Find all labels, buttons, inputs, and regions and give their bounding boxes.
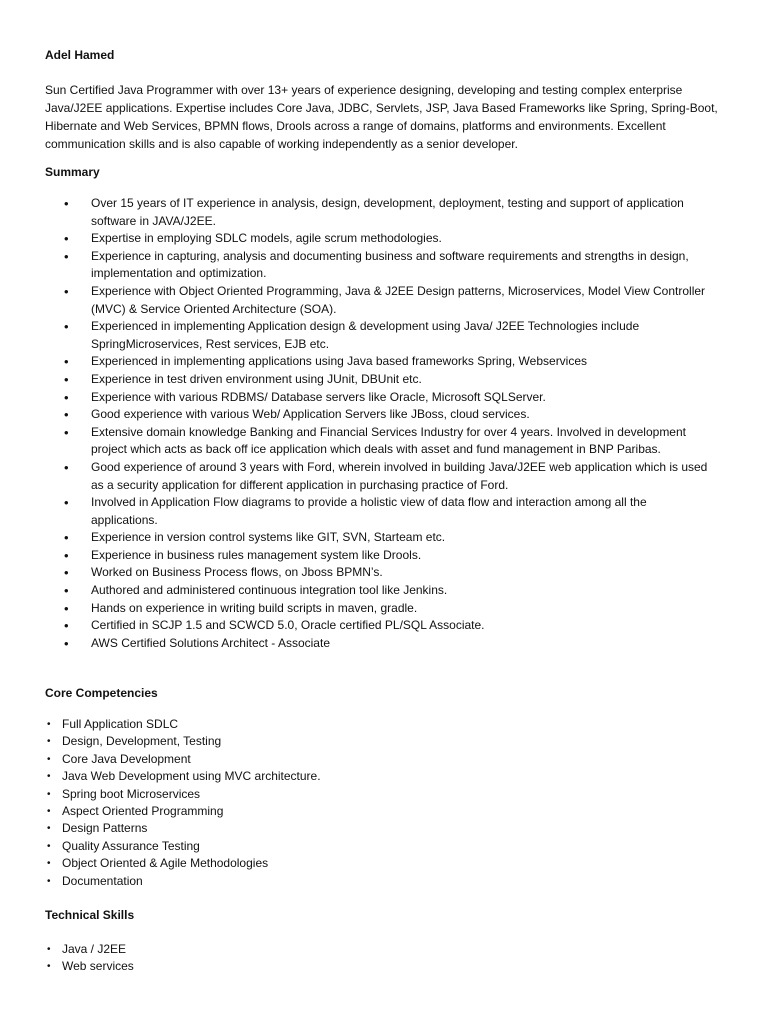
summary-item-text: Experienced in implementing Application design & development using Java/ J2EE Technologies include SpringMicroservices, Rest services, EJB etc. [91,319,640,351]
core-competency-item [0,786,768,803]
summary-item [0,230,716,248]
summary-item-text: Experienced in implementing applications using Java based frameworks Spring, Webservices [91,354,588,369]
core-competencies-heading: Core Competencies [45,686,158,700]
summary-item-text: Experience in version control systems like GIT, SVN, Starteam etc. [91,530,446,545]
bullet-icon: • [64,354,69,370]
summary-item-text: Expertise in employing SDLC models, agile scrum methodologies. [91,231,442,246]
summary-item [0,494,716,529]
summary-item [0,424,716,459]
bullet-icon: • [47,806,51,818]
technical-skill-item-text: Java / J2EE [62,942,127,956]
bullet-icon: • [47,858,51,870]
intro-paragraph: Sun Certified Java Programmer with over 13+ years of experience designing, developing and testing complex enterprise Java/J2EE applications. Expertise includes Core Java, JDBC, Servlets, JSP, Java Based Frameworks like Spring, Spring-Boot, Hibernate and Web Services, BPMN flows, Drools across a range of domains, platforms and environments. Excellent communication skills and is also capable of working independently as a senior developer. [45,83,718,151]
summary-item-text: Experience with various RDBMS/ Database servers like Oracle, Microsoft SQLServer. [91,389,546,404]
summary-item-text: Authored and administered continuous integration tool like Jenkins. [91,583,448,598]
bullet-icon: • [64,565,69,581]
summary-item [0,564,716,582]
bullet-icon: • [47,823,51,835]
summary-item [0,406,716,424]
bullet-icon: • [64,583,69,599]
bullet-icon: • [64,407,69,423]
bullet-icon: • [64,424,69,440]
core-competencies-list [0,716,768,890]
summary-item [0,582,716,600]
summary-item [0,459,716,494]
core-competency-item [0,855,768,872]
bullet-icon: • [47,961,51,973]
core-competency-item-text: Core Java Development [62,751,191,766]
bullet-icon: • [47,753,51,765]
core-competency-item-text: Spring boot Microservices [62,786,201,801]
summary-item [0,600,716,618]
core-competency-item-text: Design, Development, Testing [62,734,222,749]
summary-item [0,529,716,547]
core-competency-item-text: Java Web Development using MVC architecture. [62,769,321,784]
summary-item-text: Experience in test driven environment using JUnit, DBUnit etc. [91,371,422,386]
bullet-icon: • [47,771,51,783]
summary-list [0,195,768,652]
technical-skills-heading: Technical Skills [45,908,135,922]
bullet-icon: • [47,840,51,852]
bullet-icon: • [64,547,69,563]
bullet-icon: • [47,719,51,730]
candidate-name: Adel Hamed [45,48,115,62]
summary-item [0,635,716,653]
bullet-icon: • [47,736,51,748]
bullet-icon: • [64,618,69,634]
summary-item [0,248,716,283]
summary-item-text: Involved in Application Flow diagrams to provide a holistic view of data flow and interaction among all the applications. [91,495,647,527]
core-competency-item-text: Design Patterns [62,821,148,836]
core-competency-item-text: Full Application SDLC [62,717,179,731]
summary-item [0,353,716,371]
technical-skill-item [0,941,768,958]
core-competency-item-text: Object Oriented & Agile Methodologies [62,856,269,871]
bullet-icon: • [47,944,51,955]
summary-item [0,371,716,389]
bullet-icon: • [47,875,51,887]
core-competency-item [0,751,768,768]
summary-item-text: Experience in capturing, analysis and documenting business and software requirements and strengths in design, implementation and optimization. [91,248,689,281]
bullet-icon: • [64,459,69,475]
bullet-icon: • [64,196,69,211]
bullet-icon: • [64,283,69,299]
core-competency-item [0,803,768,820]
summary-item-text: Good experience of around 3 years with Ford, wherein involved in building Java/J2EE web application which is used as a security application for different application in purchasing practice of Ford. [91,459,708,492]
bullet-icon: • [64,495,69,511]
core-competency-item-text: Documentation [62,873,143,888]
core-competency-item [0,820,768,837]
summary-item-text: Certified in SCJP 1.5 and SCWCD 5.0, Oracle certified PL/SQL Associate. [91,618,485,633]
bullet-icon: • [64,530,69,546]
summary-item-text: Over 15 years of IT experience in analysis, design, development, deployment, testing and support of application software in JAVA/J2EE. [91,196,684,228]
bullet-icon: • [64,371,69,387]
summary-item-text: Worked on Business Process flows, on Jboss BPMN’s. [91,565,383,580]
core-competency-item-text: Quality Assurance Testing [62,838,200,853]
summary-item [0,547,716,565]
core-competency-item [0,838,768,855]
summary-item [0,389,716,407]
summary-item-text: AWS Certified Solutions Architect - Associate [91,635,330,650]
core-competency-item [0,716,768,733]
core-competency-item [0,768,768,785]
bullet-icon: • [64,635,69,651]
core-competency-item-text: Aspect Oriented Programming [62,804,224,819]
bullet-icon: • [64,231,69,247]
bullet-icon: • [64,248,69,264]
summary-item [0,617,716,635]
bullet-icon: • [64,389,69,405]
technical-skill-item [0,958,768,975]
summary-heading: Summary [45,165,100,179]
summary-item [0,283,716,318]
summary-item [0,318,716,353]
core-competency-item [0,873,768,890]
summary-item-text: Good experience with various Web/ Application Servers like JBoss, cloud services. [91,407,530,422]
technical-skill-item-text: Web services [62,959,134,974]
bullet-icon: • [64,319,69,335]
core-competency-item [0,733,768,750]
summary-item-text: Experience in business rules management system like Drools. [91,547,422,562]
technical-skills-list [0,941,768,976]
summary-item-text: Hands on experience in writing build scripts in maven, gradle. [91,600,418,615]
bullet-icon: • [64,600,69,616]
bullet-icon: • [47,788,51,800]
summary-item-text: Extensive domain knowledge Banking and Financial Services Industry for over 4 years. Involved in development project which acts as back off ice application which deals with asset and fund management in BNP Paribas. [91,424,686,457]
summary-item-text: Experience with Object Oriented Programming, Java & J2EE Design patterns, Microservices, Model View Controller (MVC) & Service Oriented Architecture (SOA). [91,283,706,316]
summary-item [0,195,716,230]
